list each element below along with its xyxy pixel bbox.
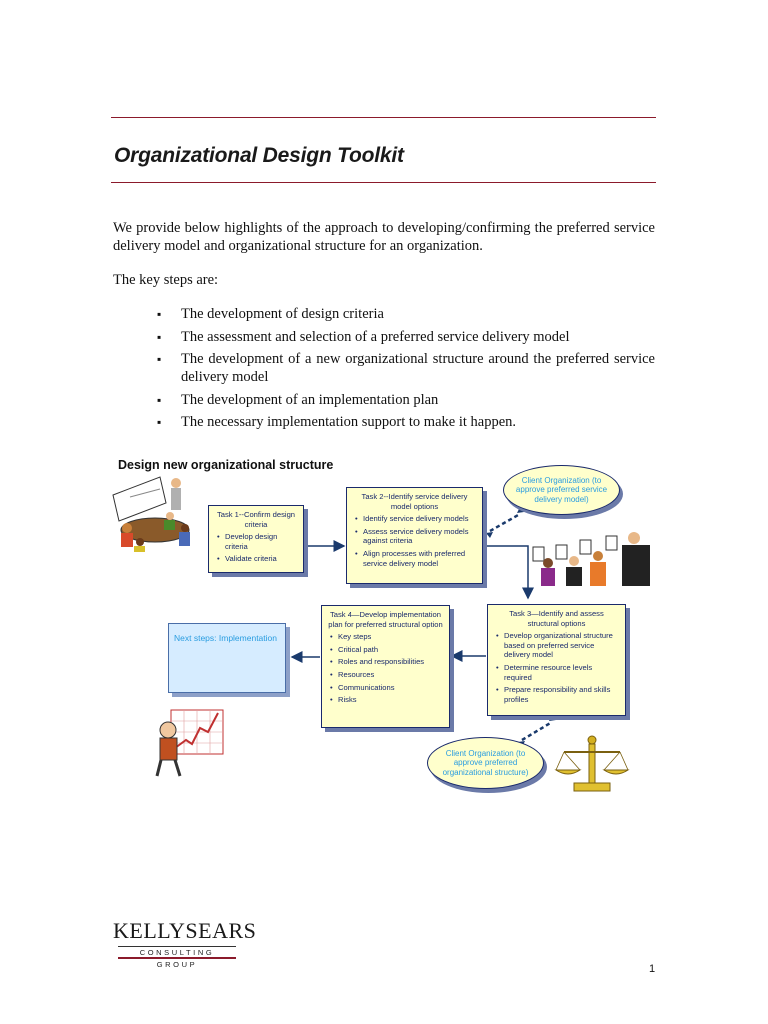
task3-item: • Prepare responsibility and skills profiles <box>504 685 619 704</box>
key-step-item: ▪ The development of an implementation plan <box>157 391 655 409</box>
intro-paragraph: We provide below highlights of the approach to developing/confirming the preferred service delivery model and organizational structure for an organization. <box>113 220 655 254</box>
task2-item: • Identify service delivery models <box>363 514 476 524</box>
arrow-task2-task3 <box>484 546 528 598</box>
task3-item: • Determine resource levels required <box>504 663 619 682</box>
logo-underline <box>118 957 236 959</box>
task1-item: • Develop design criteria <box>225 532 297 551</box>
task2-item: • Align processes with preferred service delivery model <box>363 549 476 568</box>
client-org-top: Client Organization (to approve preferred service delivery model) <box>503 465 620 515</box>
key-step-item: ▪ The necessary implementation support to make it happen. <box>157 413 655 431</box>
company-logo-subtitle: CONSULTING GROUP <box>118 946 236 959</box>
task4-item: • Roles and responsibilities <box>338 657 443 667</box>
task4-box <box>321 605 450 728</box>
judges-clipart <box>533 532 650 586</box>
key-steps-label: The key steps are: <box>113 272 219 288</box>
presenter-chart-clipart <box>157 710 223 776</box>
next-steps-box: Next steps: Implementation <box>168 623 286 693</box>
page-number: 1 <box>649 963 656 975</box>
client-org-bottom: Client Organization (to approve preferred organizational structure) <box>427 737 544 789</box>
scales-clipart <box>556 736 628 791</box>
meeting-clipart <box>113 477 190 552</box>
dashed-link-client-top <box>490 514 520 531</box>
task4-item: • Resources <box>338 670 443 680</box>
task2-heading: Task 2--Identify service delivery model options <box>361 492 468 511</box>
task2-box <box>346 487 483 584</box>
task4-item: • Communications <box>338 683 443 693</box>
task1-box <box>208 505 304 573</box>
task1-heading: Task 1--Confirm design criteria <box>216 510 296 529</box>
task4-item: • Critical path <box>338 645 443 655</box>
company-logo: KELLYSEARS <box>113 918 257 943</box>
key-step-item: ▪ The assessment and selection of a preferred service delivery model <box>157 328 655 346</box>
page-title: Organizational Design Toolkit <box>114 144 404 167</box>
task1-item: • Validate criteria <box>225 554 297 564</box>
key-step-item: ▪ The development of a new organizational structure around the preferred service delivery model <box>157 350 655 386</box>
task4-heading: Task 4—Develop implementation plan for preferred structural option <box>328 610 443 629</box>
task3-heading: Task 3—Identify and assess structural options <box>509 609 604 628</box>
task3-box <box>487 604 626 716</box>
task4-item: • Risks <box>338 695 443 705</box>
task3-item: • Develop organizational structure based on preferred service delivery model <box>504 631 619 660</box>
task4-item: • Key steps <box>338 632 443 642</box>
task2-item: • Assess service delivery models against criteria <box>363 527 476 546</box>
key-step-item: ▪ The development of design criteria <box>157 305 655 323</box>
diagram-title: Design new organizational structure <box>118 458 334 472</box>
dashed-link-client-bottom <box>522 722 552 740</box>
